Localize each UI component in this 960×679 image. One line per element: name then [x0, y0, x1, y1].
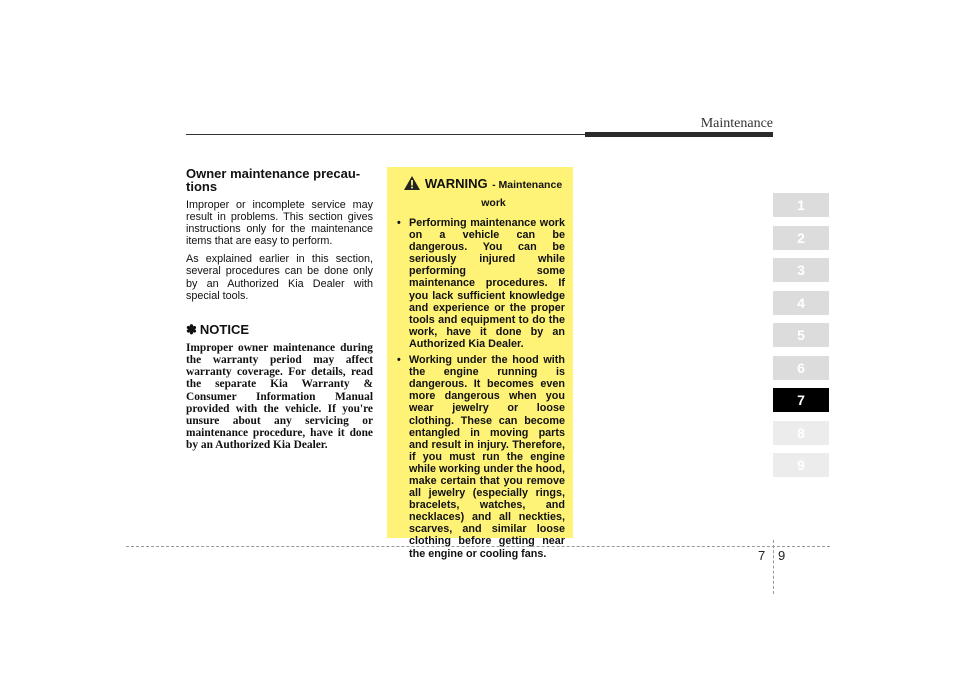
header-rule [186, 134, 586, 135]
notice-text: Improper owner maintenance during the warranty period may affect warranty coverage. For details, read the separate Kia Warranty & Consumer Information Manual provided with the vehicle. If you're unsure about any servicing or maintenance procedure, have it done by an Authorized Kia Dealer. [186, 341, 373, 452]
notice-heading [186, 322, 373, 338]
chapter-tab-9[interactable]: 9 [773, 453, 829, 477]
chapter-tabs [773, 193, 829, 486]
warning-title: WARNING [424, 176, 488, 191]
warning-item-text: Performing maintenance work on a vehicle can be dangerous. You can be seriously injured while performing some maintenance procedures. If you lack sufficient knowledge and experience or the proper tools and equipment to do the work, have it done by an Authorized Kia Dealer. [409, 217, 565, 350]
chapter-tab-2[interactable]: 2 [773, 226, 829, 250]
left-column [186, 167, 373, 452]
notice-icon: ✽ [186, 321, 197, 337]
list-item [397, 354, 565, 560]
bullet-icon: • [397, 354, 401, 367]
section-title: Owner maintenance precau- tions [186, 166, 361, 194]
header-accent-bar [585, 132, 773, 137]
chapter-tab-1[interactable]: 1 [773, 193, 829, 217]
chapter-tab-6[interactable]: 6 [773, 356, 829, 380]
footer-rule [126, 546, 830, 547]
warning-box [387, 167, 573, 560]
header-title: Maintenance [700, 116, 773, 131]
page-divider [773, 540, 774, 594]
chapter-tab-7[interactable]: 7 [773, 388, 829, 412]
paragraph: Improper or incomplete service may result in problems. This section gives instructions only for the maintenance items that are easy to perform. [186, 199, 373, 248]
chapter-tab-8[interactable]: 8 [773, 421, 829, 445]
warning-heading [387, 175, 573, 211]
paragraph: As explained earlier in this section, several procedures can be done only by an Authorized Kia Dealer with special tools. [186, 253, 373, 302]
chapter-tab-5[interactable]: 5 [773, 323, 829, 347]
footer-page-number: 9 [778, 548, 786, 563]
bullet-icon: • [397, 217, 401, 229]
chapter-tab-3[interactable]: 3 [773, 258, 829, 282]
warning-list [387, 217, 573, 560]
chapter-tab-4[interactable]: 4 [773, 291, 829, 315]
warning-subtitle: - Maintenance work [481, 179, 563, 209]
notice-label: NOTICE [199, 322, 250, 338]
footer-chapter-number: 7 [758, 548, 766, 563]
warning-item-text: Working under the hood with the engine running is dangerous. It becomes even more dangerous when you wear jewelry or loose clothing. These can become entangled in moving parts and result in injury. Therefore, if you must run the engine while working under the hood, make certain that you remove all jewelry (especially rings, bracelets, watches, and necklaces) and all neckties, scarves, and similar loose clothing before getting near the engine or cooling fans. [409, 354, 565, 560]
warning-triangle-icon [404, 176, 420, 190]
list-item [397, 217, 565, 350]
warning-title-group [425, 175, 562, 211]
